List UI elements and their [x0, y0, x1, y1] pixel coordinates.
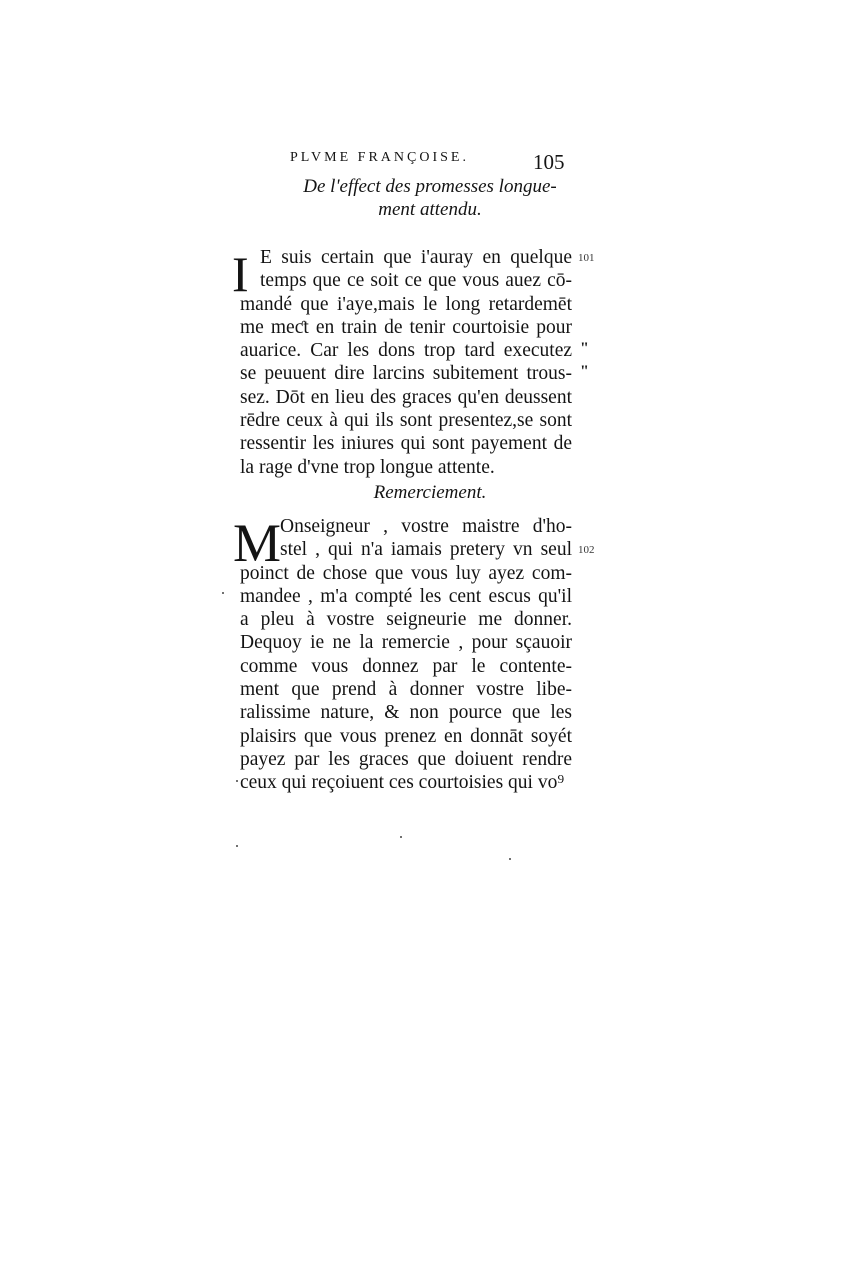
margin-number-102: 102 [578, 544, 595, 556]
margin-quote-mark: " [580, 363, 589, 380]
text-line: poinct de chose que vous luy ayez com- [240, 562, 572, 584]
text-line: ressentir les iniures qui sont payement de [240, 433, 572, 455]
text-line: plaisirs que vous prenez en donnāt soyét [240, 725, 572, 747]
text-line: mandé que i'aye,mais le long retardemēt [240, 293, 572, 315]
text-line: Onseigneur , vostre maistre d'ho- [280, 516, 572, 537]
text-line: Dequoy ie ne la remercie , pour sçauoir [240, 632, 572, 654]
ink-speck [509, 858, 511, 860]
text-line: comme vous donnez par le contente- [240, 655, 572, 677]
text-line: sez. Dōt en lieu des graces qu'en deussent [240, 386, 572, 408]
text-line: a pleu à vostre seigneurie me donner. [240, 609, 572, 631]
ink-speck [236, 780, 238, 782]
ink-speck [222, 592, 224, 594]
text-line: auarice. Car les dons trop tard executez [240, 340, 572, 362]
ink-speck [400, 836, 402, 838]
section-title-line-2: ment attendu. [378, 199, 482, 220]
section-title-line-1: De l'effect des promesses longue- [303, 176, 557, 197]
text-line: rēdre ceux à qui ils sont presentez,se sont [240, 410, 572, 432]
text-line: ceux qui reçoiuent ces courtoisies qui vo⁹ [240, 772, 565, 794]
text-line: me meƈt en train de tenir courtoisie pour [240, 316, 572, 338]
text-line: temps que ce soit ce que vous auez cō- [260, 270, 572, 292]
text-line: stel , qui n'a iamais pretery vn seul [280, 539, 572, 561]
page-number: 105 [533, 150, 565, 174]
drop-cap-i: I [232, 246, 249, 302]
paragraph-remerciement [240, 515, 572, 795]
drop-cap-m: M [233, 513, 282, 573]
ink-speck [236, 845, 238, 847]
text-line: ralissime nature, & non pource que les [240, 702, 572, 724]
text-line: E suis certain que i'auray en quelque [260, 247, 572, 268]
margin-number-101: 101 [578, 252, 595, 264]
running-head: PLVME FRANÇOISE. [290, 150, 469, 165]
paragraph-promesses [240, 246, 572, 479]
text-line: se peuuent dire larcins subitement trous- [240, 363, 572, 385]
text-line: payez par les graces que doiuent rendre [240, 748, 572, 770]
text-line: ment que prend à donner vostre libe- [240, 679, 572, 701]
section-title-remerciement: Remerciement. [373, 482, 487, 503]
text-line: mandee , m'a compté les cent escus qu'il [240, 585, 572, 607]
margin-quote-mark: " [580, 340, 589, 357]
text-line: la rage d'vne trop longue attente. [240, 456, 495, 478]
